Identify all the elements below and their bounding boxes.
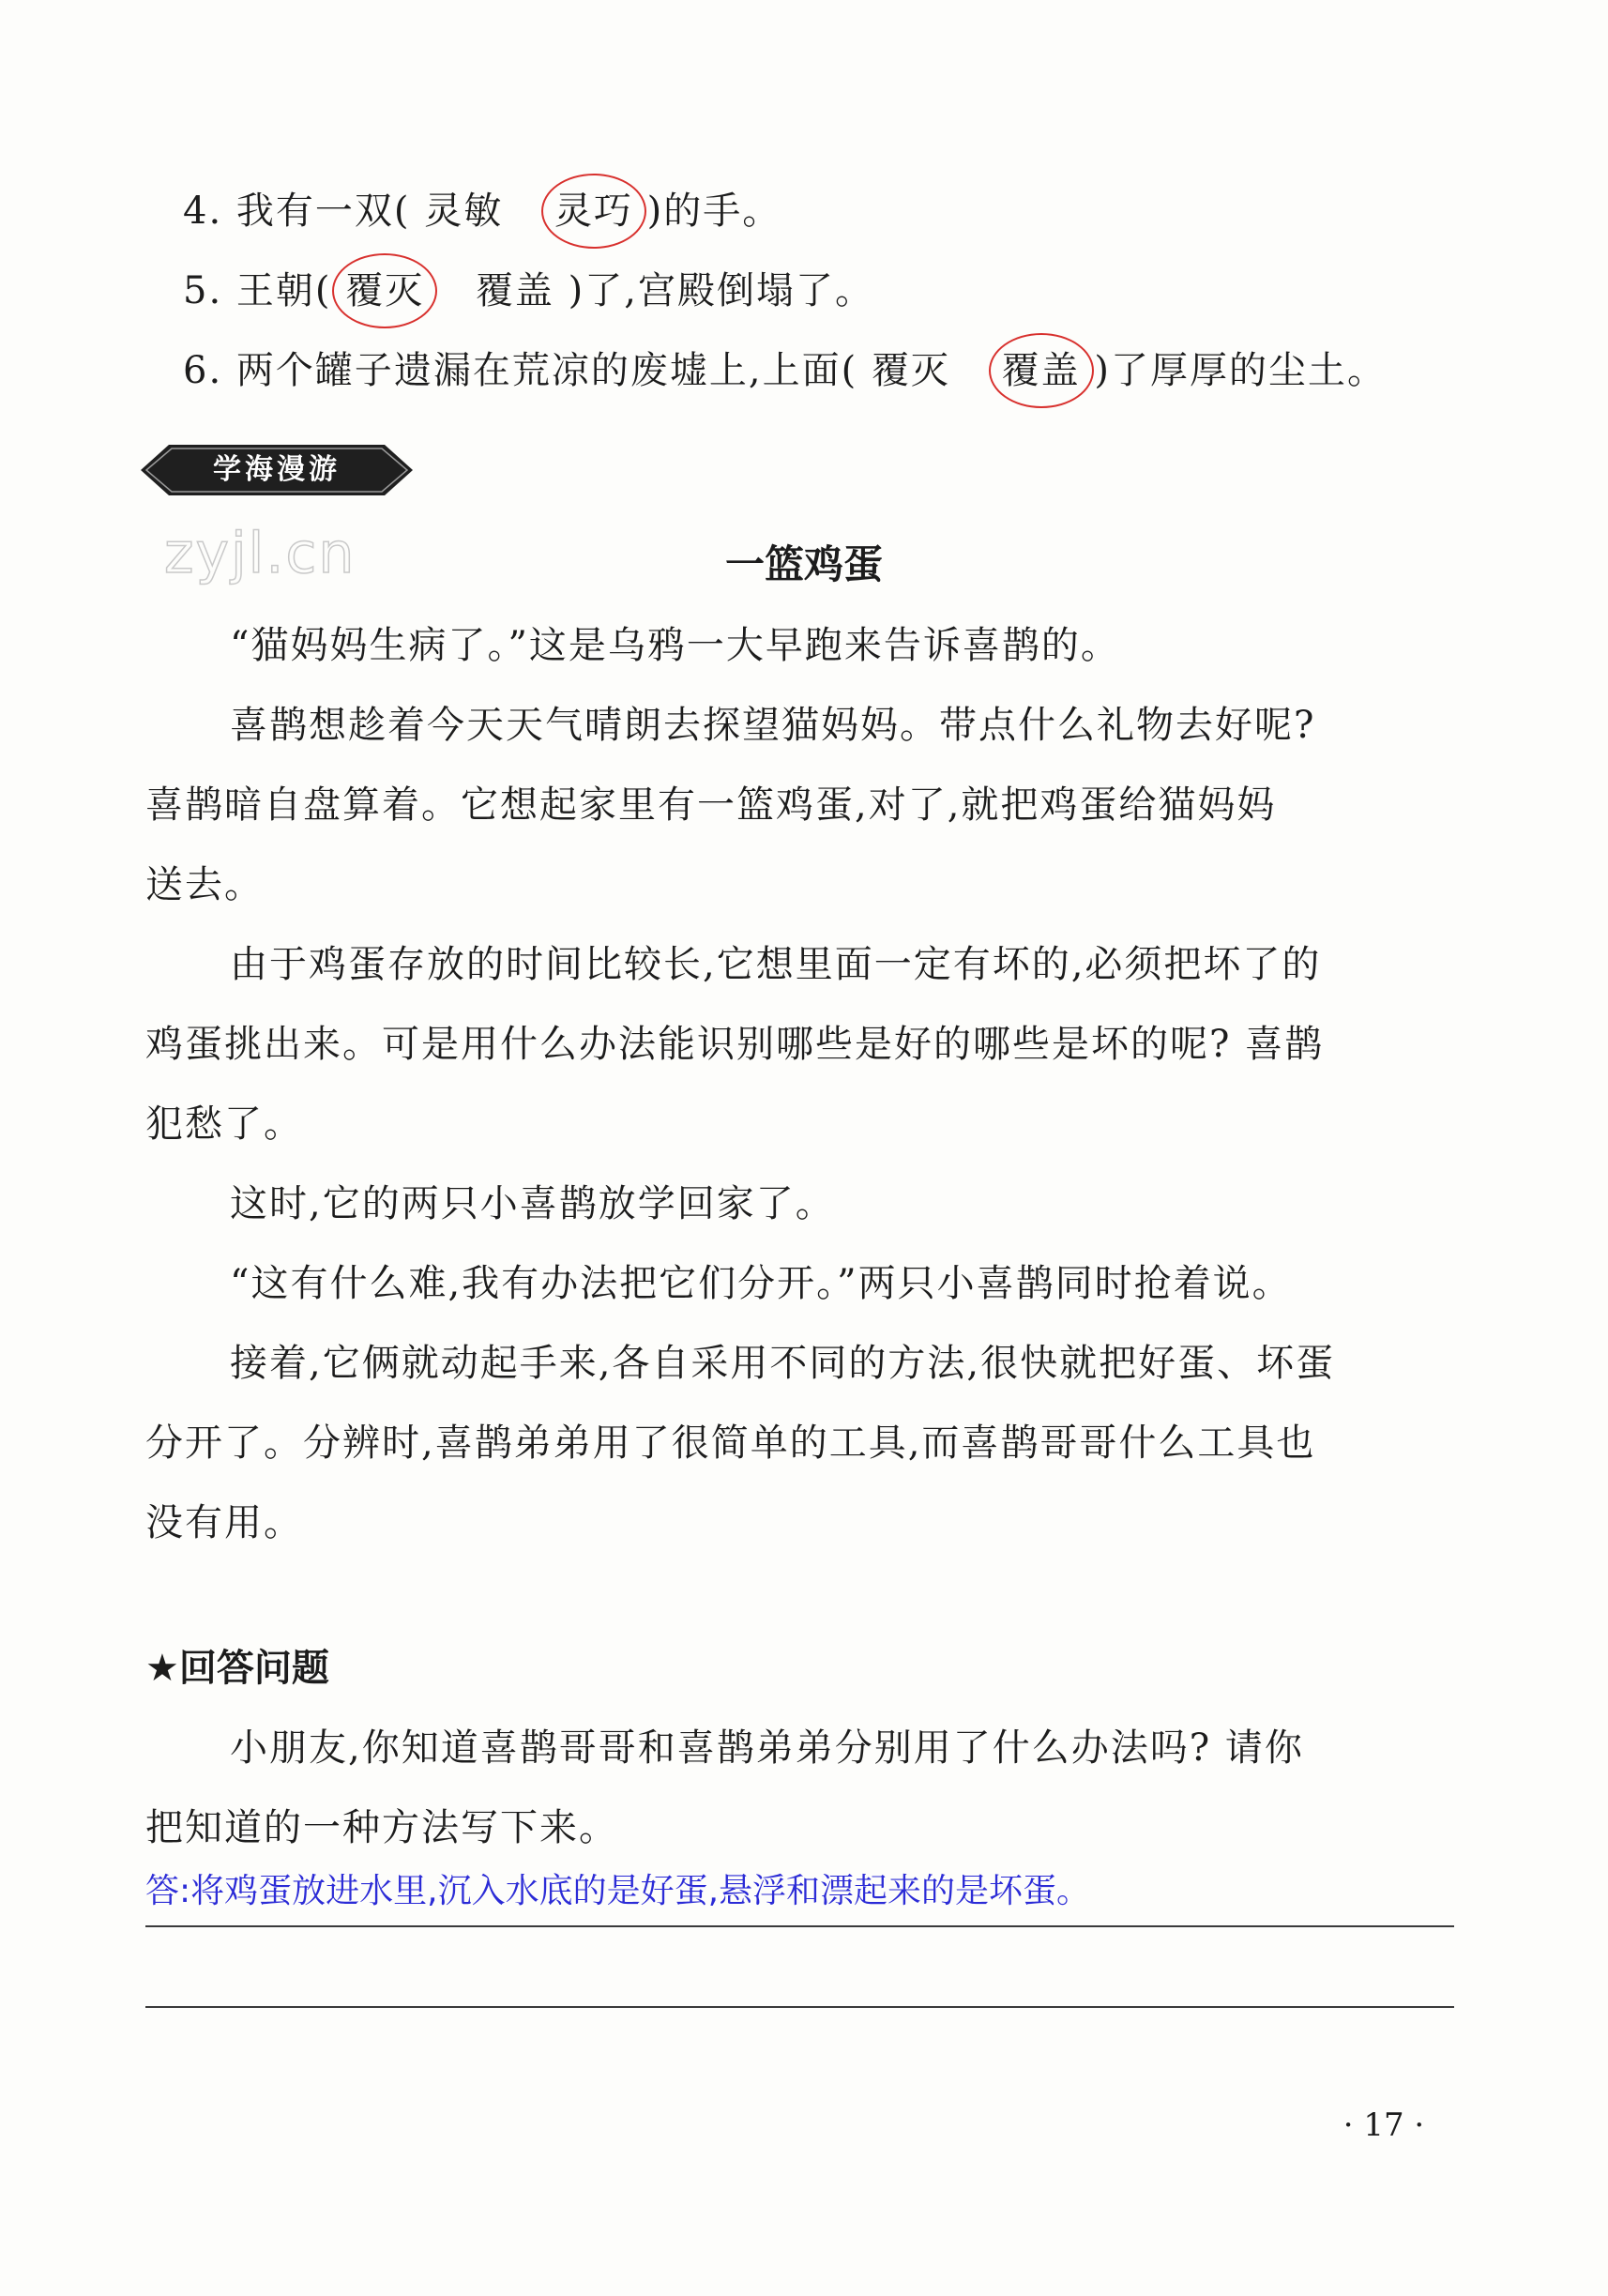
question-heading: ★回答问题 <box>145 1647 329 1690</box>
option-1: 灵敏 <box>424 190 504 233</box>
story-line: 送去。 <box>145 863 264 906</box>
answer-line <box>145 2006 1454 2008</box>
story-line: “猫妈妈生病了。”这是乌鸦一大早跑来告诉喜鹊的。 <box>230 624 1120 667</box>
exercise-number: 6. <box>183 349 223 392</box>
story-line: 分开了。分辨时,喜鹊弟弟用了很简单的工具,而喜鹊哥哥什么工具也 <box>145 1422 1316 1465</box>
question-line: 小朋友,你知道喜鹊哥哥和喜鹊弟弟分别用了什么办法吗? 请你 <box>230 1726 1304 1770</box>
circled-answer: 覆灭 <box>345 263 424 319</box>
circled-answer: 覆盖 <box>1002 342 1081 399</box>
story-line: 喜鹊想趁着今天天气晴朗去探望猫妈妈。带点什么礼物去好呢? <box>230 704 1316 747</box>
page-number: · 17 · <box>1343 2106 1425 2144</box>
story-line: 接着,它俩就动起手来,各自采用不同的方法,很快就把好蛋、坏蛋 <box>230 1342 1336 1385</box>
exercise-text: 王朝( <box>235 269 332 312</box>
story-line: 这时,它的两只小喜鹊放学回家了。 <box>230 1182 835 1225</box>
exercise-text: )了,宫殿倒塌了。 <box>568 269 874 312</box>
story-line: 由于鸡蛋存放的时间比较长,它想里面一定有坏的,必须把坏了的 <box>230 943 1322 986</box>
exercise-number: 5. <box>183 269 223 312</box>
story-line: 喜鹊暗自盘算着。它想起家里有一篮鸡蛋,对了,就把鸡蛋给猫妈妈 <box>145 783 1277 827</box>
story-line: 没有用。 <box>145 1501 303 1544</box>
story-line: 鸡蛋挑出来。可是用什么办法能识别哪些是好的哪些是坏的呢? 喜鹊 <box>145 1023 1325 1066</box>
option-1: 覆灭 <box>871 349 950 392</box>
section-banner <box>141 441 413 499</box>
exercise-5 <box>183 263 874 319</box>
circled-answer: 灵巧 <box>554 183 633 239</box>
handwritten-answer: 答:将鸡蛋放进水里,沉入水底的是好蛋,悬浮和漂起来的是坏蛋。 <box>145 1872 1091 1910</box>
exercise-4 <box>183 183 781 239</box>
exercise-number: 4. <box>183 190 223 233</box>
banner-label: 学海漫游 <box>213 453 341 486</box>
story-title: 一篮鸡蛋 <box>724 541 883 587</box>
question-line: 把知道的一种方法写下来。 <box>145 1806 618 1849</box>
exercise-6 <box>183 342 1387 399</box>
story-line: “这有什么难,我有办法把它们分开。”两只小喜鹊同时抢着说。 <box>230 1262 1292 1305</box>
exercise-text: 我有一双( <box>235 190 411 233</box>
option-2: 覆盖 <box>475 269 554 312</box>
exercise-text: 两个罐子遗漏在荒凉的废墟上,上面( <box>235 349 858 392</box>
exercise-text: )的手。 <box>646 190 782 233</box>
story-line: 犯愁了。 <box>145 1102 303 1146</box>
watermark-text: zyjl.cn <box>164 521 356 586</box>
answer-line <box>145 1925 1454 1927</box>
exercise-text: )了厚厚的尘土。 <box>1094 349 1387 392</box>
